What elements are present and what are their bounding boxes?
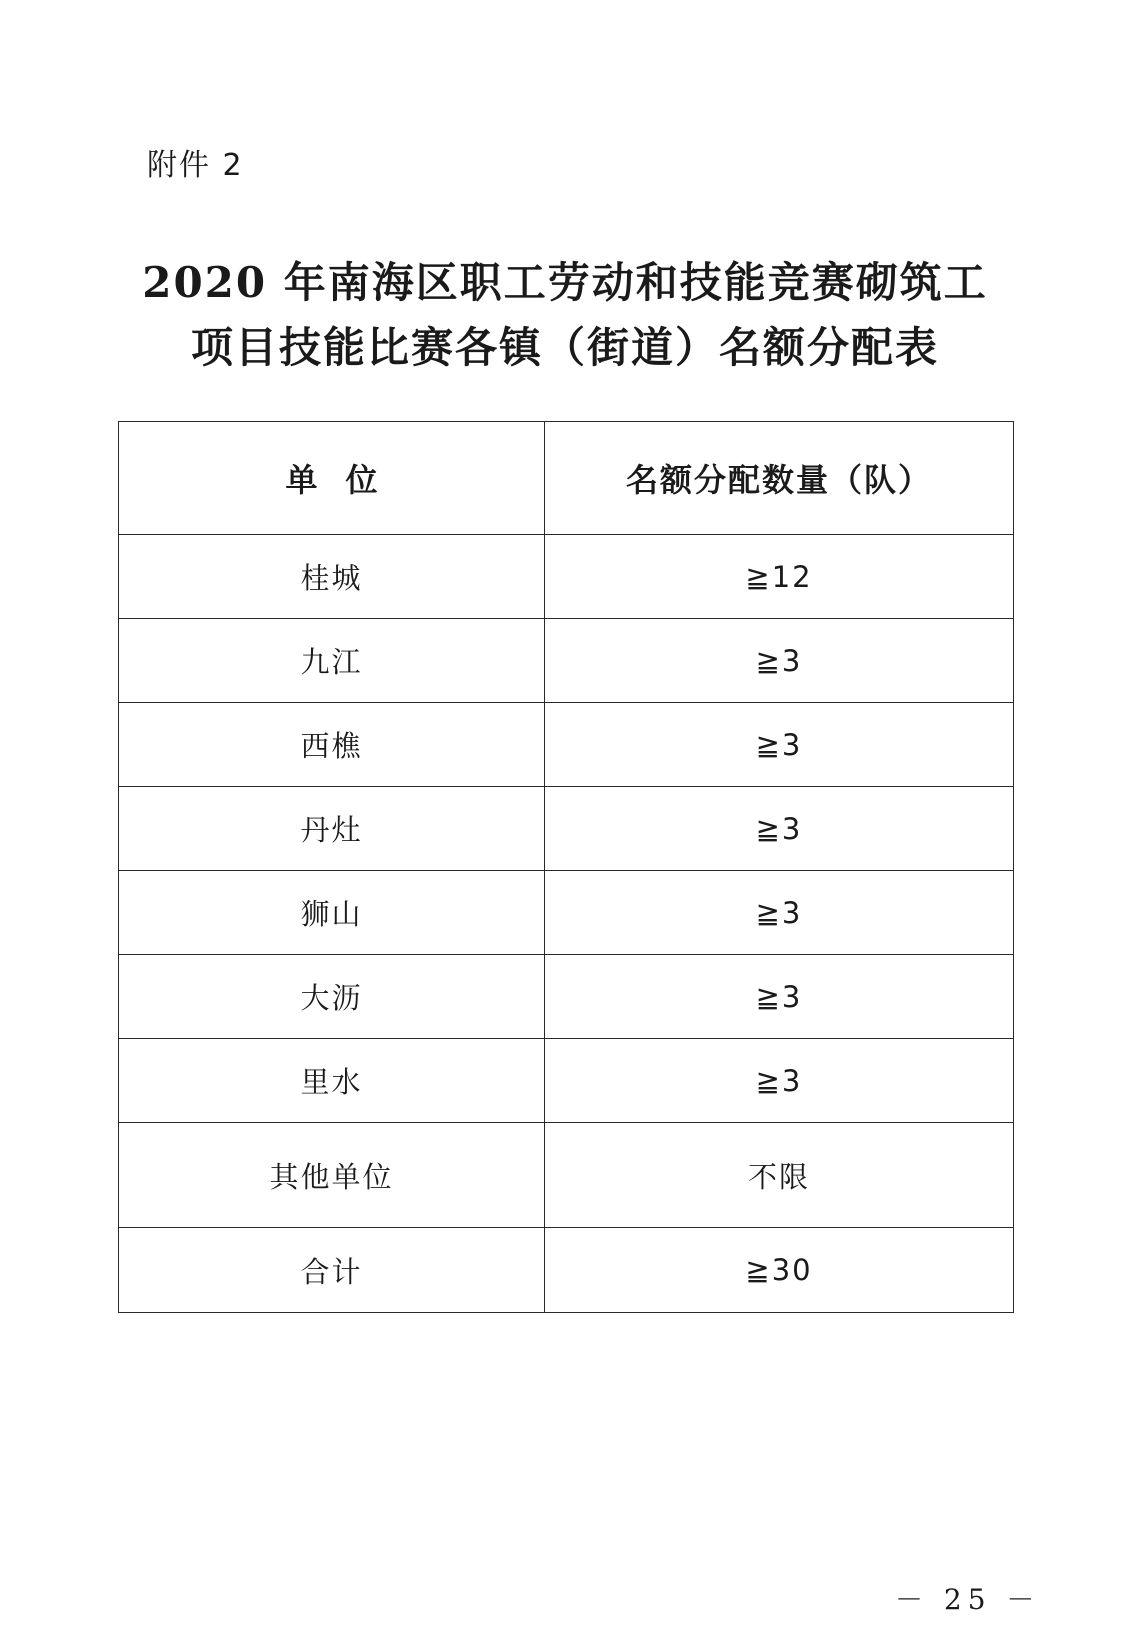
table-row xyxy=(119,1123,1014,1228)
row-unit: 九江 xyxy=(119,619,545,703)
row-quota: 不限 xyxy=(545,1123,1014,1228)
row-unit: 西樵 xyxy=(119,703,545,787)
table-header-row xyxy=(119,422,1014,535)
row-quota: ≧3 xyxy=(545,1039,1014,1123)
table-row xyxy=(119,619,1014,703)
row-quota: ≧3 xyxy=(545,955,1014,1039)
table-row xyxy=(119,787,1014,871)
document-title-line-1: 2020 年南海区职工劳动和技能竞赛砌筑工 xyxy=(142,258,988,307)
row-quota: ≧12 xyxy=(545,535,1014,619)
table-row xyxy=(119,871,1014,955)
header-unit: 单位 xyxy=(119,422,545,535)
header-quota: 名额分配数量（队） xyxy=(545,422,1014,535)
total-unit: 合计 xyxy=(119,1228,545,1313)
page-number: － 25 － xyxy=(895,1583,1041,1616)
row-unit: 狮山 xyxy=(119,871,545,955)
table-row xyxy=(119,535,1014,619)
table-row xyxy=(119,703,1014,787)
table-row xyxy=(119,955,1014,1039)
row-quota: ≧3 xyxy=(545,787,1014,871)
document-title-line-2: 项目技能比赛各镇（街道）名额分配表 xyxy=(190,323,939,372)
row-unit: 大沥 xyxy=(119,955,545,1039)
row-unit: 其他单位 xyxy=(119,1123,545,1228)
table-row xyxy=(119,1039,1014,1123)
row-quota: ≧3 xyxy=(545,871,1014,955)
table-total-row xyxy=(119,1228,1014,1313)
row-unit: 丹灶 xyxy=(119,787,545,871)
row-unit: 桂城 xyxy=(119,535,545,619)
quota-allocation-table xyxy=(118,421,1014,1313)
attachment-label: 附件 2 xyxy=(147,148,244,183)
total-quota: ≧30 xyxy=(545,1228,1014,1313)
row-unit: 里水 xyxy=(119,1039,545,1123)
row-quota: ≧3 xyxy=(545,619,1014,703)
row-quota: ≧3 xyxy=(545,703,1014,787)
